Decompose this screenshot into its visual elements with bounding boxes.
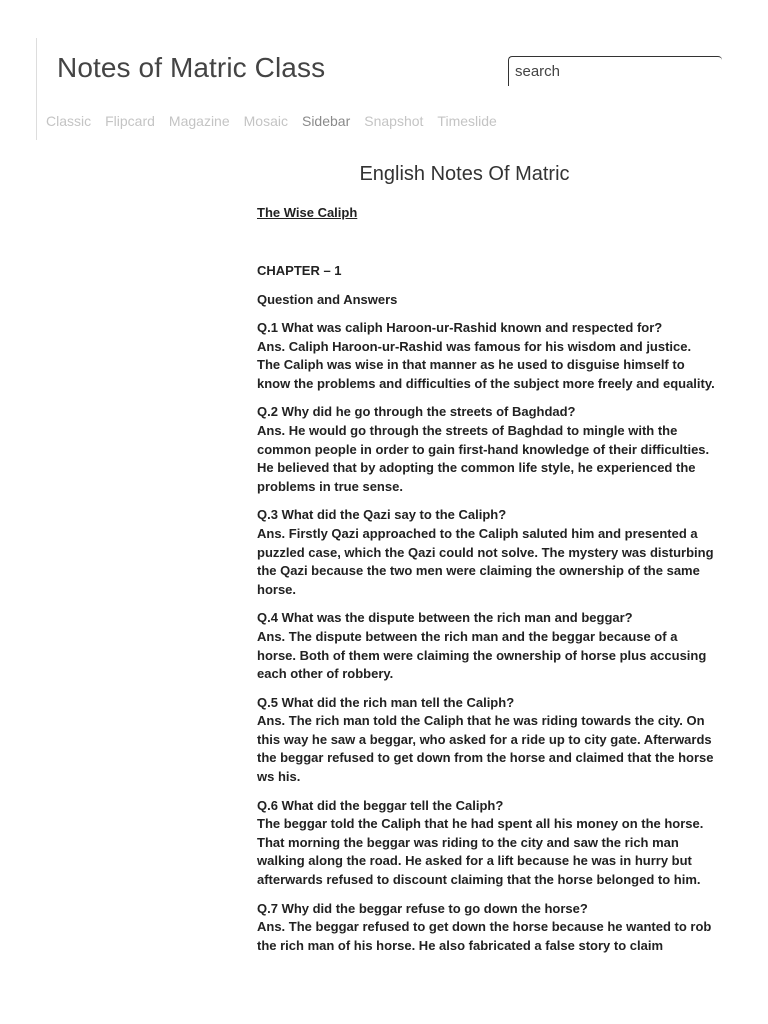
question: Q.5 What did the rich man tell the Caliph? [257,694,515,710]
post-subtitle: The Wise Caliph [257,205,358,220]
nav-item-snapshot[interactable]: Snapshot [364,113,424,129]
question: Q.3 What did the Qazi say to the Caliph? [257,507,507,523]
qa-block [257,609,717,683]
view-nav [46,113,497,129]
qa-block [257,319,717,393]
header-divider [36,38,37,140]
answer: Ans. The dispute between the rich man and the beggar because of a horse. Both of them were claiming the ownership of horse plus accusing each other of robbery. [257,628,707,682]
question: Q.4 What was the dispute between the rich man and beggar? [257,610,633,626]
nav-item-magazine[interactable]: Magazine [168,113,230,129]
answer: Ans. Firstly Qazi approached to the Caliph saluted him and presented a puzzled case, which the Qazi could not solve. The mystery was disturbing the Qazi because the two men were claiming the ownership of the same horse. [257,525,714,597]
nav-item-flipcard[interactable]: Flipcard [105,113,155,129]
qa-block [257,900,717,956]
question: Q.7 Why did the beggar refuse to go down the horse? [257,900,588,916]
answer: Ans. Caliph Haroon-ur-Rashid was famous for his wisdom and justice. The Caliph was wise in that manner as he used to disguise himself to know the problems and difficulties of the subject more freely and equality. [257,338,715,391]
section-heading: Question and Answers [257,292,398,307]
search-box[interactable] [508,56,722,86]
answer: Ans. The rich man told the Caliph that he was riding towards the city. On this way he saw a beggar, who asked for a ride up to city gate. Afterwards the beggar refused to get down from the horse and claimed that the horse ws his. [257,713,714,785]
post-title[interactable]: English Notes Of Matric [359,163,570,185]
nav-item-timeslide[interactable]: Timeslide [437,113,497,129]
post-content [257,160,717,955]
nav-item-sidebar[interactable]: Sidebar [301,113,351,129]
answer: The beggar told the Caliph that he had spent all his money on the horse. That morning the beggar was riding to the city and saw the rich man walking along the road. He asked for a lift because he was in hurry but afterwards refused to discount claiming that the horse belonged to him. [257,816,704,888]
nav-item-mosaic[interactable]: Mosaic [243,113,288,129]
question: Q.1 What was caliph Haroon-ur-Rashid known and respected for? [257,320,663,335]
answer: Ans. He would go through the streets of Baghdad to mingle with the common people in order to gain first-hand knowledge of their difficulties. He believed that by adopting the common life style, he experienced the problems in true sense. [257,422,710,494]
site-title[interactable]: Notes of Matric Class [57,52,326,83]
qa-block [257,694,717,787]
qa-block [257,403,717,496]
question: Q.2 Why did he go through the streets of Baghdad? [257,404,576,420]
answer: Ans. The beggar refused to get down the horse because he wanted to rob the rich man of his horse. He also fabricated a false story to claim [257,919,712,953]
search-input[interactable] [509,57,722,86]
nav-item-classic[interactable]: Classic [46,113,92,129]
qa-block [257,506,717,599]
qa-block [257,797,717,890]
chapter-heading: CHAPTER – 1 [257,263,342,278]
question: Q.6 What did the beggar tell the Caliph? [257,797,504,813]
